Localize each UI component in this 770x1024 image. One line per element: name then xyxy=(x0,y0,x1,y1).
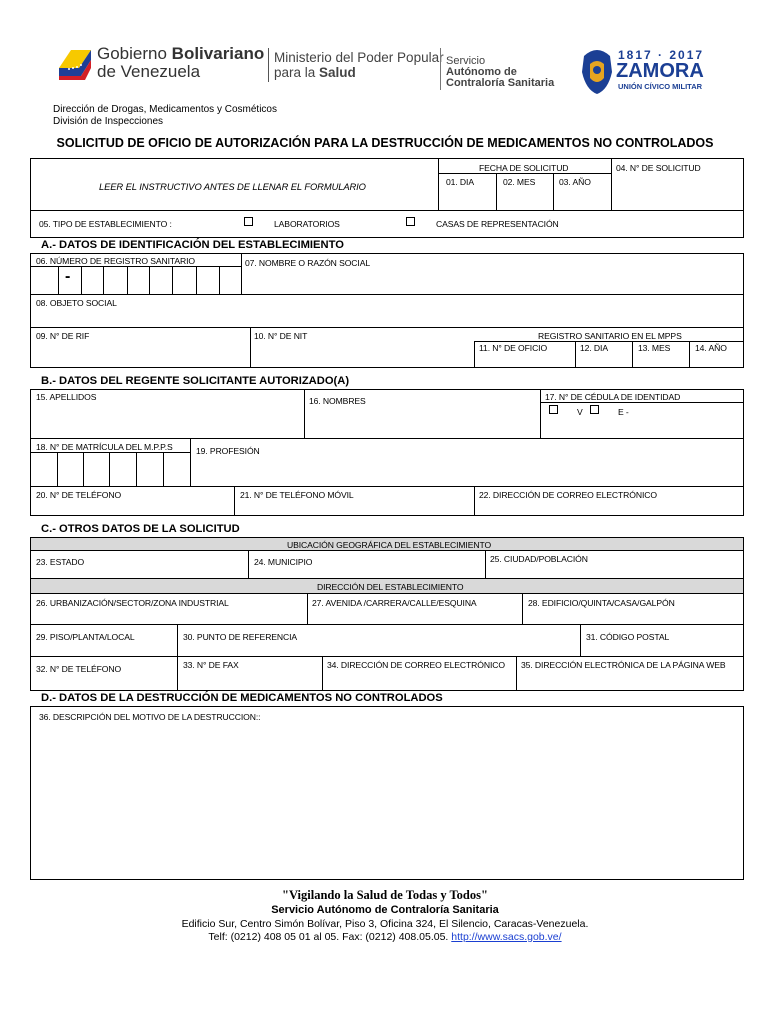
fecha-solicitud-label: FECHA DE SOLICITUD xyxy=(479,163,569,173)
numero-solicitud-input[interactable] xyxy=(612,174,742,209)
ubicacion-heading: UBICACIÓN GEOGRÁFICA DEL ESTABLECIMIENTO xyxy=(287,540,492,550)
correo-est-label: 34. DIRECCIÓN DE CORREO ELECTRÓNICO xyxy=(327,660,505,670)
motivo-label: 36. DESCRIPCIÓN DEL MOTIVO DE LA DESTRUCCION:: xyxy=(39,712,261,722)
dept-line1: Dirección de Drogas, Medicamentos y Cosméticos xyxy=(53,104,277,115)
razon-social-label: 07. NOMBRE O RAZÓN SOCIAL xyxy=(245,258,371,268)
casas-label: CASAS DE REPRESENTACIÓN xyxy=(436,219,559,229)
cedula-label: 17. N° DE CÉDULA DE IDENTIDAD xyxy=(545,392,681,402)
mpps-dia-label: 12. DIA xyxy=(580,343,608,353)
footer-motto: "Vigilando la Salud de Todas y Todos" xyxy=(282,888,488,902)
avenida-label: 27. AVENIDA /CARRERA/CALLE/ESQUINA xyxy=(312,598,477,608)
zamora-logo: 1817 · 2017 ZAMORA UNIÓN CÍVICO MILITAR xyxy=(578,44,708,98)
mes-input[interactable] xyxy=(497,186,552,209)
telefono-label: 20. N° DE TELÉFONO xyxy=(36,490,122,500)
dia-input[interactable] xyxy=(439,186,495,209)
referencia-label: 30. PUNTO DE REFERENCIA xyxy=(183,632,298,642)
ciudad-label: 25. CIUDAD/POBLACIÓN xyxy=(490,554,588,564)
razon-social-input[interactable] xyxy=(243,270,742,293)
telefono-movil-label: 21. N° DE TELÉFONO MÓVIL xyxy=(240,490,354,500)
cedula-v-label: V xyxy=(577,407,583,417)
fax-label: 33. N° DE FAX xyxy=(183,660,239,670)
telefono-est-label: 32. N° DE TELÉFONO xyxy=(36,664,122,674)
laboratorios-checkbox[interactable] xyxy=(244,217,253,226)
instructions-text: LEER EL INSTRUCTIVO ANTES DE LLENAR EL FORMULARIO xyxy=(99,181,366,192)
section-d-heading: D.- DATOS DE LA DESTRUCCIÓN DE MEDICAMENTOS NO CONTROLADOS xyxy=(41,692,443,704)
correo-label: 22. DIRECCIÓN DE CORREO ELECTRÓNICO xyxy=(479,490,657,500)
objeto-social-input[interactable] xyxy=(32,309,742,326)
zamora-emblem-icon xyxy=(578,46,616,96)
gov-logo xyxy=(57,42,267,84)
footer-contact xyxy=(0,931,770,943)
gov-name-line2: de Venezuela xyxy=(97,62,201,81)
footer-url-link[interactable]: http://www.sacs.gob.ve/ xyxy=(451,931,562,943)
casas-checkbox[interactable] xyxy=(406,217,415,226)
oficio-label: 11. N° DE OFICIO xyxy=(479,343,548,353)
profesion-label: 19. PROFESIÓN xyxy=(196,446,260,456)
anio-label: 03. AÑO xyxy=(559,177,591,187)
footer-address: Edificio Sur, Centro Simón Bolívar, Piso 3, Oficina 324, El Silencio, Caracas-Venezuela. xyxy=(181,918,589,930)
cedula-e-label: E - xyxy=(618,407,629,417)
section-c-heading: C.- OTROS DATOS DE LA SOLICITUD xyxy=(41,523,240,535)
estado-label: 23. ESTADO xyxy=(36,557,85,567)
rif-label: 09. N° DE RIF xyxy=(36,331,90,341)
nombres-label: 16. NOMBRES xyxy=(309,396,366,406)
direccion-heading: DIRECCIÓN DEL ESTABLECIMIENTO xyxy=(317,582,464,592)
registro-sanitario-label: 06. NÚMERO DE REGISTRO SANITARIO xyxy=(36,256,195,266)
matricula-label: 18. N° DE MATRÍCULA DEL M.P.P.S xyxy=(36,442,173,452)
dia-label: 01. DIA xyxy=(446,177,474,187)
registro-dash: - xyxy=(65,268,71,285)
dept-line2: División de Inspecciones xyxy=(53,116,164,127)
municipio-label: 24. MUNICIPIO xyxy=(254,557,313,567)
footer-service: Servicio Autónomo de Contraloría Sanitaria xyxy=(271,904,499,916)
section-a-heading: A.- DATOS DE IDENTIFICACIÓN DEL ESTABLECIMIENTO xyxy=(41,239,344,251)
edificio-label: 28. EDIFICIO/QUINTA/CASA/GALPÓN xyxy=(528,598,675,608)
motivo-textarea[interactable] xyxy=(34,726,740,876)
numero-solicitud-label: 04. N° DE SOLICITUD xyxy=(616,163,701,173)
web-label: 35. DIRECCIÓN ELECTRÓNICA DE LA PÁGINA WEB xyxy=(521,660,726,670)
ministry-logo: Ministerio del Poder Popular para la Salud xyxy=(274,50,444,80)
form-title: SOLICITUD DE OFICIO DE AUTORIZACIÓN PARA LA DESTRUCCIÓN DE MEDICAMENTOS NO CONTROLADOS xyxy=(56,136,714,150)
gov-name-line1: Gobierno Bolivariano xyxy=(97,44,265,63)
venezuela-flag-icon xyxy=(57,46,93,82)
cedula-v-checkbox[interactable] xyxy=(549,405,558,414)
mpps-anio-label: 14. AÑO xyxy=(695,343,727,353)
mes-label: 02. MES xyxy=(503,177,536,187)
footer-phones: Telf: (0212) 408 05 01 al 05. Fax: (0212) 408.05.05. xyxy=(208,931,449,943)
anio-input[interactable] xyxy=(554,186,610,209)
nombres-input[interactable] xyxy=(306,408,538,436)
rif-input[interactable] xyxy=(32,343,249,367)
tipo-establecimiento-label: 05. TIPO DE ESTABLECIMIENTO : xyxy=(39,219,172,229)
sacs-logo: Servicio Autónomo de Contraloría Sanitaria xyxy=(446,55,555,89)
codigo-postal-label: 31. CÓDIGO POSTAL xyxy=(586,632,670,642)
mpps-mes-label: 13. MES xyxy=(638,343,671,353)
cedula-e-checkbox[interactable] xyxy=(590,405,599,414)
nit-label: 10. N° DE NIT xyxy=(254,331,308,341)
profesion-input[interactable] xyxy=(192,458,742,485)
urbanizacion-label: 26. URBANIZACIÓN/SECTOR/ZONA INDUSTRIAL xyxy=(36,598,229,608)
apellidos-label: 15. APELLIDOS xyxy=(36,392,97,402)
laboratorios-label: LABORATORIOS xyxy=(274,219,340,229)
piso-label: 29. PISO/PLANTA/LOCAL xyxy=(36,632,135,642)
objeto-social-label: 08. OBJETO SOCIAL xyxy=(36,298,117,308)
registro-mpps-label: REGISTRO SANITARIO EN EL MPPS xyxy=(538,331,682,341)
apellidos-input[interactable] xyxy=(32,404,302,436)
section-b-heading: B.- DATOS DEL REGENTE SOLICITANTE AUTORIZADO(A) xyxy=(41,375,350,387)
